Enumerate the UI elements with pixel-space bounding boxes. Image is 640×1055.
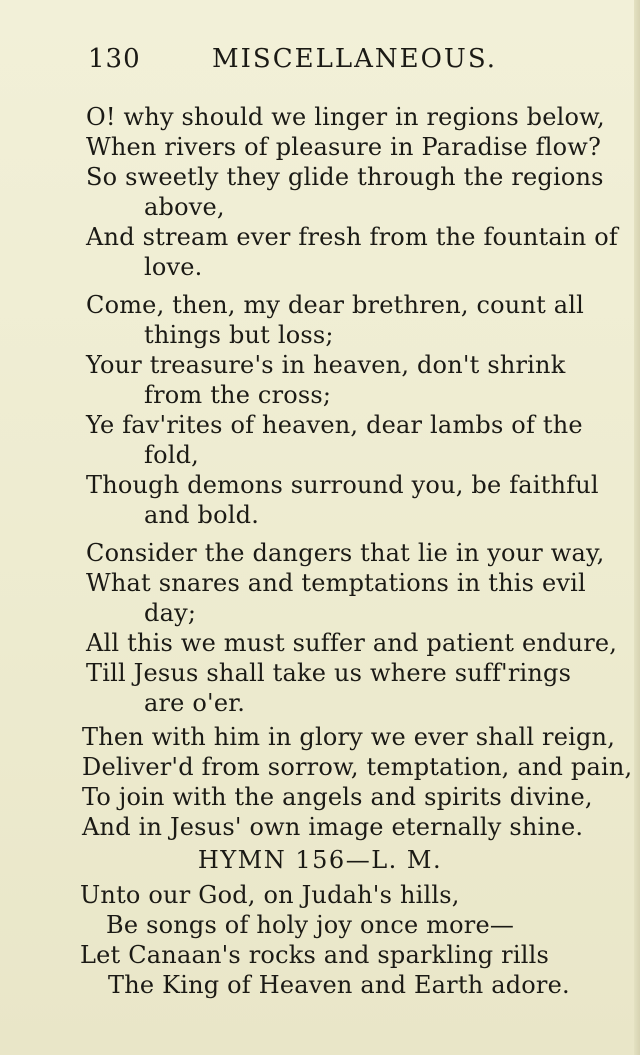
- page-edge: [634, 0, 640, 1055]
- stanza-1: [86, 102, 634, 282]
- hymn-line: Be songs of holy joy once more—: [106, 911, 515, 939]
- hymn-line: Let Canaan's rocks and sparkling rills: [80, 941, 549, 969]
- verse-line: To join with the angels and spirits divine,: [82, 783, 593, 811]
- verse-line: Consider the dangers that lie in your way,: [86, 539, 605, 567]
- page-number: 130: [88, 44, 141, 74]
- verse-line-continuation: things but loss;: [144, 321, 334, 349]
- verse-line: So sweetly they glide through the regions: [86, 163, 604, 191]
- verse-line: And in Jesus' own image eternally shine.: [82, 813, 584, 841]
- hymn-line: Unto our God, on Judah's hills,: [80, 881, 460, 909]
- verse-line-continuation: above,: [144, 193, 225, 221]
- stanza-3: [86, 538, 634, 718]
- hymn-156: [80, 880, 632, 1000]
- verse-line: Till Jesus shall take us where suff'rings: [86, 659, 572, 687]
- verse-line-continuation: from the cross;: [144, 381, 332, 409]
- running-head: MISCELLANEOUS.: [212, 44, 497, 74]
- verse-line-continuation: day;: [144, 599, 197, 627]
- verse-line: Your treasure's in heaven, don't shrink: [86, 351, 566, 379]
- page-header: [88, 44, 518, 80]
- verse-line: Then with him in glory we ever shall reign,: [82, 723, 616, 751]
- verse-line: O! why should we linger in regions below,: [86, 103, 605, 131]
- verse-line: Come, then, my dear brethren, count all: [86, 291, 585, 319]
- verse-line: And stream ever fresh from the fountain of: [86, 223, 618, 251]
- verse-line: What snares and temptations in this evil: [86, 569, 586, 597]
- hymn-line: The King of Heaven and Earth adore.: [108, 971, 570, 999]
- verse-line: When rivers of pleasure in Paradise flow?: [86, 133, 602, 161]
- verse-line-continuation: are o'er.: [144, 689, 246, 717]
- verse-line: Deliver'd from sorrow, temptation, and pain,: [82, 753, 633, 781]
- verse-line: All this we must suffer and patient endure,: [86, 629, 618, 657]
- verse-line: Ye fav'rites of heaven, dear lambs of the: [86, 411, 583, 439]
- verse-line-continuation: love.: [144, 253, 203, 281]
- stanza-4: [82, 722, 633, 842]
- stanza-2: [86, 290, 634, 530]
- verse-line-continuation: fold,: [144, 441, 199, 469]
- verse-line-continuation: and bold.: [144, 501, 260, 529]
- hymn-title: HYMN 156—L. M.: [197, 846, 443, 874]
- verse-line: Though demons surround you, be faithful: [86, 471, 599, 499]
